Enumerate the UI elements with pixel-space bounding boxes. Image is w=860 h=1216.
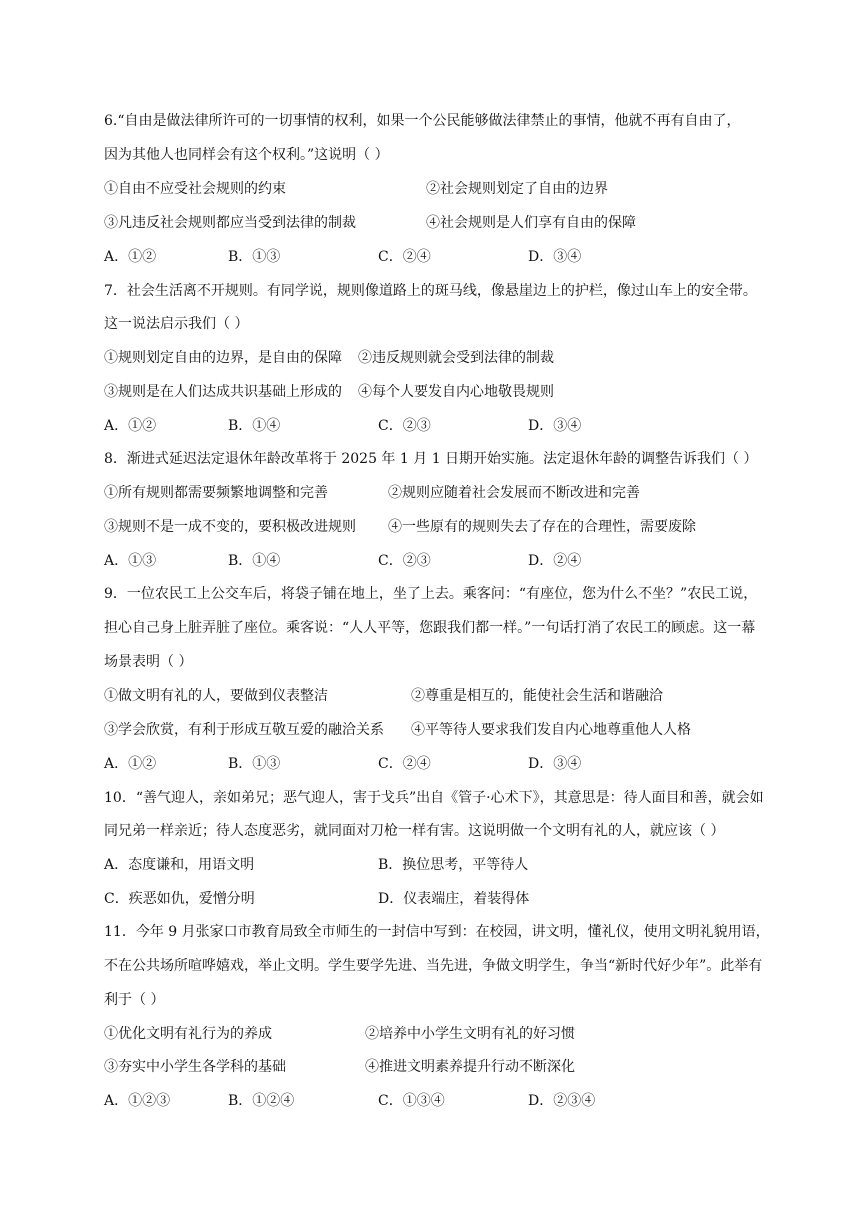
statement: ④每个人要发自内心地敬畏规则 (358, 384, 554, 400)
answer-option-d: D．③④ (528, 756, 582, 772)
answer-option-d: D．②③④ (528, 1093, 596, 1109)
question-stem-line: 这一说法启示我们（ ） (104, 316, 249, 332)
statement: ①优化文明有礼行为的养成 (104, 1026, 272, 1042)
statement: ④社会规则是人们享有自由的保障 (426, 215, 636, 231)
answer-option-d: D．③④ (528, 418, 582, 434)
question-stem-line: 利于（ ） (104, 992, 165, 1008)
statement: ③规则是在人们达成共识基础上形成的 (104, 384, 342, 400)
answer-option-a: A．①② (104, 418, 157, 434)
statement: ③夯实中小学生各学科的基础 (104, 1059, 286, 1075)
answer-option-b: B．①③ (228, 249, 281, 265)
question-stem-line: 10．“善气迎人，亲如弟兄；恶气迎人，害于戈兵”出自《管子·心术下》，其意思是：待人面目和善，就会如 (104, 790, 764, 806)
answer-option-c: C．①③④ (378, 1093, 445, 1109)
question-stem-line: 因为其他人也同样会有这个权利。”这说明（ ） (104, 147, 389, 163)
statement: ②规则应随着社会发展而不断改进和完善 (388, 485, 640, 501)
answer-option-a: A．①②③ (104, 1093, 171, 1109)
statement: ①所有规则都需要频繁地调整和完善 (104, 485, 328, 501)
answer-option-c: C．疾恶如仇，爱憎分明 (104, 891, 255, 907)
question-stem-line: 8．渐进式延迟法定退休年龄改革将于 2025 年 1 月 1 日期开始实施。法定退休年龄的调整告诉我们（ ） (104, 451, 758, 467)
statement: ①规则划定自由的边界，是自由的保障 (104, 350, 342, 366)
answer-option-c: C．②④ (378, 756, 431, 772)
question-stem-line: 11．今年 9 月张家口市教育局致全市师生的一封信中写到：在校园，讲文明，懂礼仪，使用文明礼貌用语， (104, 924, 770, 940)
statement: ②社会规则划定了自由的边界 (426, 181, 608, 197)
answer-option-d: D．仪表端庄，着装得体 (378, 891, 530, 907)
question-stem-line: 6.“自由是做法律所许可的一切事情的权利，如果一个公民能够做法律禁止的事情，他就不再有自由了， (104, 113, 741, 129)
answer-option-d: D．②④ (528, 553, 582, 569)
statement: ②尊重是相互的，能使社会生活和谐融洽 (411, 688, 663, 704)
statement: ③规则不是一成不变的，要积极改进规则 (104, 519, 356, 535)
statement: ④一些原有的规则失去了存在的合理性，需要废除 (388, 519, 696, 535)
statement: ①自由不应受社会规则的约束 (104, 181, 286, 197)
answer-option-a: A．态度谦和，用语文明 (104, 857, 255, 873)
statement: ④平等待人要求我们发自内心地尊重他人人格 (411, 722, 691, 738)
statement: ②违反规则就会受到法律的制裁 (358, 350, 554, 366)
answer-option-a: A．①② (104, 756, 157, 772)
answer-option-b: B．①④ (228, 553, 281, 569)
statement: ③凡违反社会规则都应当受到法律的制裁 (104, 215, 356, 231)
statement: ④推进文明素养提升行动不断深化 (365, 1059, 575, 1075)
question-stem-line: 不在公共场所喧哗嬉戏，举止文明。学生要学先进、当先进，争做文明学生，争当“新时代好少年”。此举有 (104, 958, 763, 974)
answer-option-a: A．①② (104, 249, 157, 265)
statement: ②培养中小学生文明有礼的好习惯 (365, 1026, 575, 1042)
answer-option-b: B．①④ (228, 418, 281, 434)
answer-option-a: A．①③ (104, 553, 157, 569)
question-stem-line: 场景表明（ ） (104, 654, 193, 670)
answer-option-c: C．②④ (378, 249, 431, 265)
answer-option-d: D．③④ (528, 249, 582, 265)
statement: ①做文明有礼的人，要做到仪表整洁 (104, 688, 328, 704)
answer-option-c: C．②③ (378, 553, 431, 569)
question-stem-line: 9．一位农民工上公交车后，将袋子铺在地上，坐了上去。乘客问：“有座位，您为什么不坐？”农民工说， (104, 586, 758, 602)
question-stem-line: 担心自己身上脏弄脏了座位。乘客说：“人人平等，您跟我们都一样。”一句话打消了农民工的顾虑。这一幕 (104, 620, 756, 636)
answer-option-b: B．①②④ (228, 1093, 295, 1109)
statement: ③学会欣赏，有利于形成互敬互爱的融洽关系 (104, 722, 384, 738)
answer-option-b: B．①③ (228, 756, 281, 772)
answer-option-c: C．②③ (378, 418, 431, 434)
question-stem-line: 同兄弟一样亲近；待人态度恶劣，就同面对刀枪一样有害。这说明做一个文明有礼的人，就应该（ ） (104, 823, 725, 839)
answer-option-b: B．换位思考，平等待人 (378, 857, 529, 873)
question-stem-line: 7．社会生活离不开规则。有同学说，规则像道路上的斑马线，像悬崖边上的护栏，像过山车上的安全带。 (104, 283, 757, 299)
